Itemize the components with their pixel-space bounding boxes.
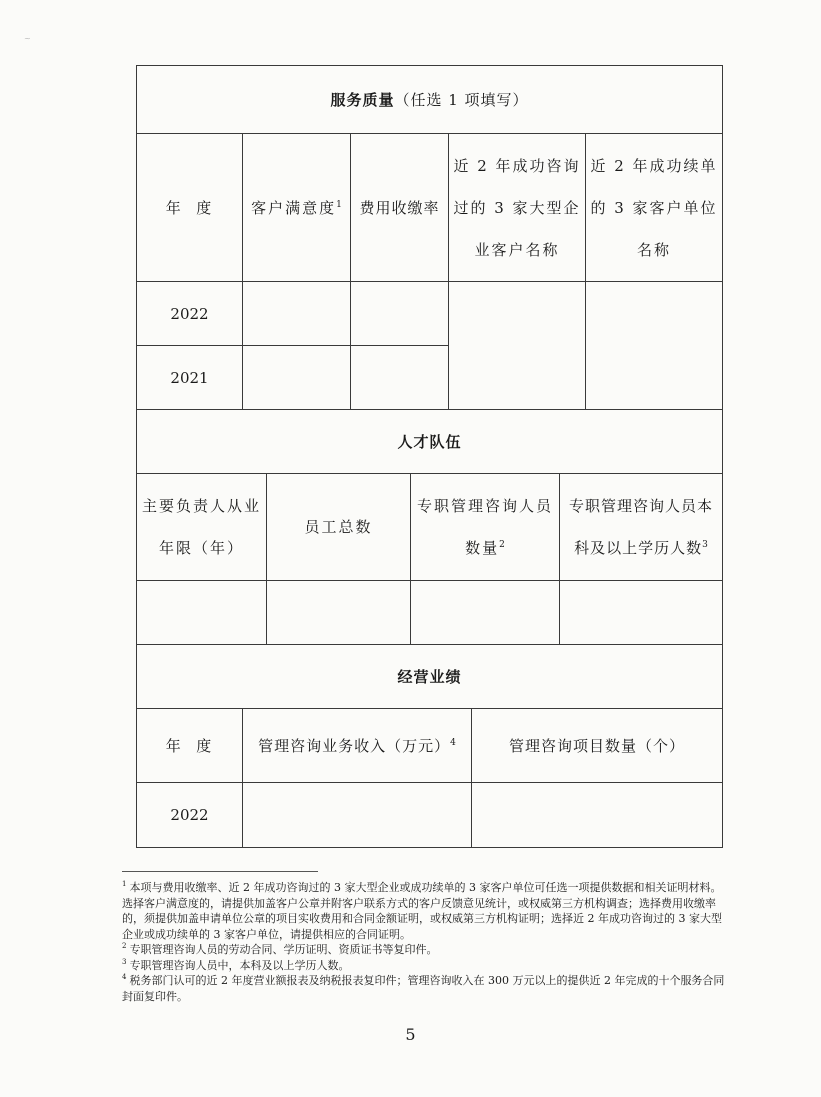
consultants-line-2-wrap: [465, 527, 505, 569]
degree-line-1: 专职管理咨询人员本: [568, 497, 713, 515]
header-customer-satisfaction: [243, 134, 350, 281]
revenue-wrap: [258, 725, 456, 767]
header-leader-years: [137, 474, 266, 580]
perf-year-text: 年 度: [165, 736, 214, 755]
header-consulting-revenue: [243, 709, 471, 782]
large-enterprise-clients-input[interactable]: [449, 282, 585, 409]
header-total-staff: [267, 474, 410, 580]
perf-year-cell-2022: [137, 783, 242, 847]
footnote-3: [122, 958, 732, 974]
footnote-text: 税务部门认可的近 2 年度营业额报表及纳税报表复印件；管理咨询收入在 300 万元以上的提供近 2 年完成的十个服务合同封面复印件。: [122, 974, 725, 1003]
satisfaction-2022-input[interactable]: [243, 282, 350, 345]
header-customer-satisfaction-text: [251, 187, 342, 229]
consultant-count-input[interactable]: [411, 581, 559, 644]
projects-label: 管理咨询项目数量（个）: [508, 736, 685, 755]
footnote-mark: 4: [122, 973, 127, 982]
header-degree-count: [560, 474, 722, 580]
footnote-text: 专职管理咨询人员的劳动合同、学历证明、资质证书等复印件。: [129, 943, 438, 956]
projects-2022-input[interactable]: [472, 783, 722, 847]
header-year-text: 年 度: [165, 198, 214, 217]
staff-label: 员工总数: [304, 518, 373, 536]
header-large-enterprise-clients: [449, 134, 585, 281]
performance-title-text: 经营业绩: [397, 667, 462, 686]
footnote-2: [122, 942, 732, 958]
performance-title: [137, 645, 722, 708]
leader-years-input[interactable]: [137, 581, 266, 644]
service-quality-title-text: 服务质量: [330, 90, 395, 109]
consultants-line-1: 专职管理咨询人员: [416, 497, 553, 515]
footnote-mark: 1: [122, 880, 127, 889]
degree-line-2: 科及以上学历人数: [574, 539, 703, 557]
service-quality-title: [137, 66, 722, 133]
satisfaction-2021-input[interactable]: [243, 346, 350, 409]
footnote-text: 专职管理咨询人员中，本科及以上学历人数。: [129, 958, 350, 972]
renewal-clients-input[interactable]: [586, 282, 722, 409]
table-border-bottom: [136, 847, 723, 848]
table-border-right: [722, 65, 723, 848]
degree-count-input[interactable]: [560, 581, 722, 644]
header-year: [137, 134, 242, 281]
header-consultant-count: [411, 474, 559, 580]
consultants-line-2: 数量: [465, 539, 500, 557]
revenue-label: 管理咨询业务收入（万元）: [258, 736, 451, 755]
scan-speck: ~: [24, 34, 31, 43]
fee-rate-2022-input[interactable]: [351, 282, 448, 345]
footnote-text: 本项与费用收缴率、近 2 年成功咨询过的 3 家大型企业或成功续单的 3 家客户单位可任选一项提供数据和相关证明材料。选择客户满意度的，请提供加盖客户公章并附客户联系方式的客户反馈意见统计，或权威第三方机构调查；选择费用收缴率的，须提供加盖申请单位公章的项目实收费用和合同金额证明，或权威第三方机构证明；选择近 2 年成功咨询过的 3 家大型企业或成功续单的 3 家客户单位，请提供相应的合同证明。: [122, 881, 722, 941]
header-fee-rate-text: 费用收缴率: [359, 198, 440, 217]
footnote-ref-1: 1: [336, 199, 342, 210]
satisfaction-label: 客户满意度: [251, 198, 337, 217]
header-renewal-clients: [586, 134, 722, 281]
year-label: 2021: [170, 368, 209, 387]
header-perf-year: [137, 709, 242, 782]
talent-title-text: 人才队伍: [397, 432, 462, 451]
perf-year-label: 2022: [170, 806, 209, 824]
year-cell-2022: [137, 282, 242, 345]
page-number: 5: [405, 1025, 416, 1044]
footnote-1: [122, 880, 732, 942]
footnote-ref-4: 4: [450, 737, 456, 748]
total-staff-input[interactable]: [267, 581, 410, 644]
clients-line-3: 业客户名称: [474, 240, 560, 259]
year-cell-2021: [137, 346, 242, 409]
footnote-separator: [122, 871, 318, 872]
renewal-line-1: 近 2 年成功续单: [590, 156, 718, 175]
footnote-ref-3: 3: [702, 540, 708, 550]
leader-line-2: 年限（年）: [158, 539, 244, 557]
revenue-2022-input[interactable]: [243, 783, 471, 847]
renewal-line-2: 的 3 家客户单位: [590, 198, 718, 217]
footnote-mark: 3: [122, 957, 127, 966]
footnote-4: [122, 973, 732, 1004]
talent-title: [137, 410, 722, 473]
footnote-ref-2: 2: [499, 540, 505, 550]
footnote-mark: 2: [122, 942, 127, 951]
fee-rate-2021-input[interactable]: [351, 346, 448, 409]
leader-line-1: 主要负责人从业: [141, 497, 261, 515]
header-project-count: [472, 709, 722, 782]
clients-line-1: 近 2 年成功咨询: [453, 156, 581, 175]
degree-line-2-wrap: [574, 527, 708, 569]
service-quality-subtitle: （任选 1 项填写）: [394, 90, 529, 109]
year-label: 2022: [170, 304, 209, 323]
renewal-line-3: 名称: [636, 240, 671, 259]
header-fee-collection-rate: [351, 134, 448, 281]
footnotes: [122, 880, 732, 1004]
clients-line-2: 过的 3 家大型企: [453, 198, 581, 217]
